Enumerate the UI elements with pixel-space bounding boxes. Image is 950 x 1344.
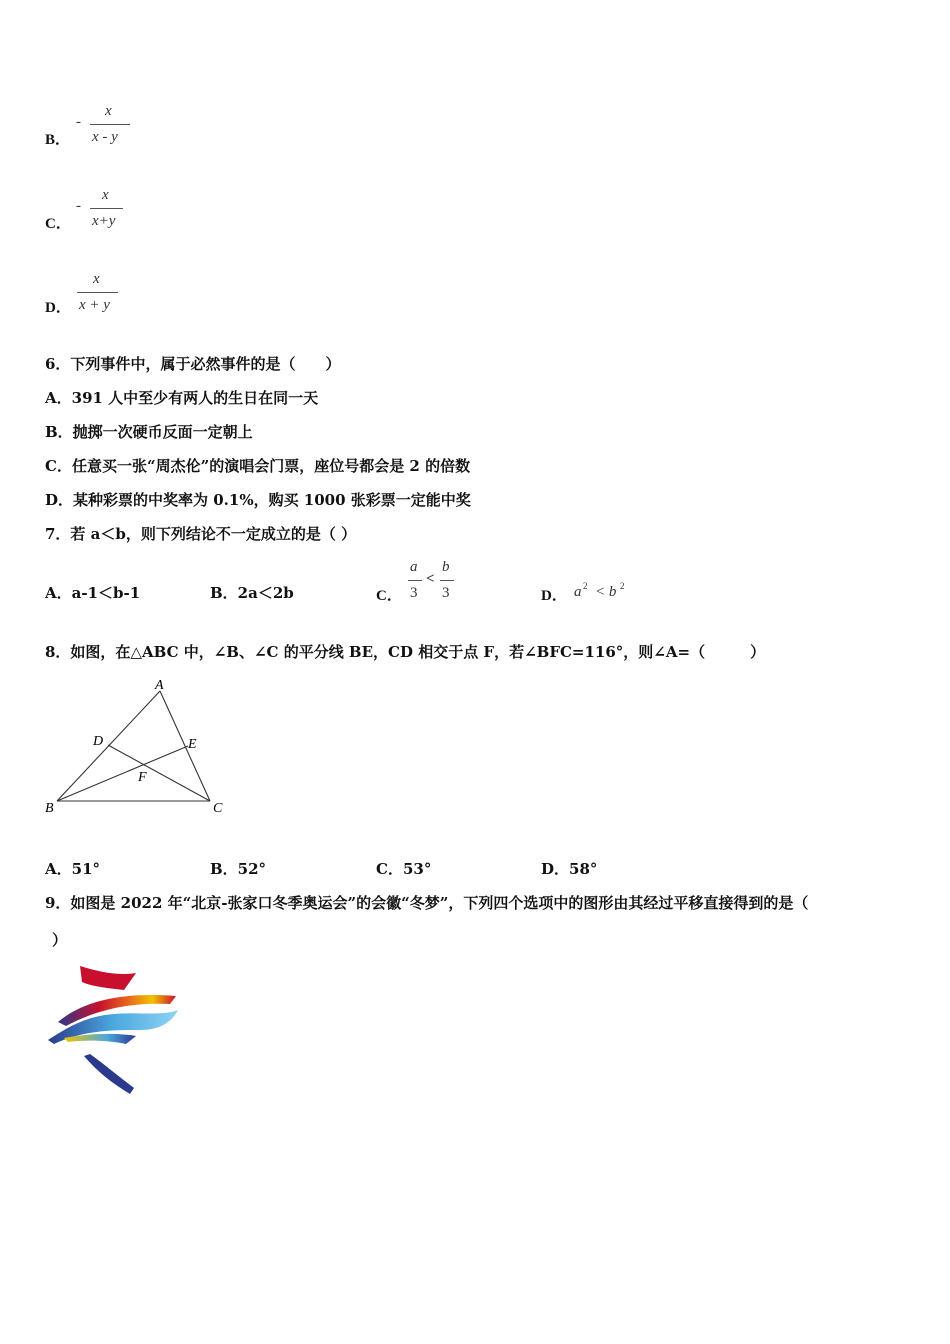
less-than-sign: < <box>426 571 435 587</box>
winter-olympics-emblem <box>44 960 184 1100</box>
numerator: x <box>102 187 109 203</box>
label-b: B <box>45 801 54 816</box>
minus-sign: - <box>76 114 81 130</box>
numerator: b <box>442 559 450 575</box>
emblem-blue-tail <box>84 1054 134 1094</box>
q6-option-b: B．抛掷一次硬币反面一定朝上 <box>45 423 253 441</box>
denominator: x - y <box>92 129 118 145</box>
q8-option-c: C．53° <box>376 860 432 878</box>
q7-stem: 7．若 a＜b，则下列结论不一定成立的是（ ） <box>45 525 357 543</box>
q7-option-a: A．a-1＜b-1 <box>45 584 141 602</box>
label-f: F <box>138 770 147 785</box>
q8-stem: 8．如图，在△ABC 中，∠B、∠C 的平分线 BE，CD 相交于点 F，若∠BFC=116°，则∠A=（ ） <box>45 643 766 661</box>
label-c: C <box>213 801 223 816</box>
q6-option-c: C．任意买一张“周杰伦”的演唱会门票，座位号都会是 2 的倍数 <box>45 457 471 475</box>
minus-sign: - <box>76 198 81 214</box>
emblem-red-stroke <box>80 966 136 990</box>
bisector-be <box>57 746 188 801</box>
numerator: a <box>410 559 418 575</box>
fraction-bar <box>90 208 123 209</box>
label-e: E <box>188 737 197 752</box>
exponent: 2 <box>620 581 625 591</box>
denominator: x+y <box>92 213 116 229</box>
option-label: C． <box>45 216 71 232</box>
fraction-bar <box>90 124 130 125</box>
option-label: B． <box>45 132 71 148</box>
q9-stem-end: ） <box>52 931 68 949</box>
q6-option-a: A．391 人中至少有两人的生日在同一天 <box>45 389 319 407</box>
triangle-figure <box>40 672 240 822</box>
q6-stem: 6．下列事件中，属于必然事件的是（ ） <box>45 355 341 373</box>
option-label: C． <box>376 588 402 604</box>
q7-option-b: B．2a＜2b <box>210 584 294 602</box>
denominator: 3 <box>442 585 450 601</box>
numerator: x <box>105 103 112 119</box>
label-d: D <box>93 734 104 749</box>
var-a: a <box>574 584 582 600</box>
label-a: A <box>155 678 164 693</box>
q9-stem: 9．如图是 2022 年“北京-张家口冬季奥运会”的会徽“冬梦”，下列四个选项中的图形由其经过平移直接得到的是（ <box>45 894 809 912</box>
option-label: D． <box>45 300 71 316</box>
fraction-bar <box>440 580 454 581</box>
fraction-bar <box>408 580 422 581</box>
denominator: x + y <box>79 297 110 313</box>
lt-b: < b <box>595 584 617 600</box>
exponent: 2 <box>583 581 588 591</box>
denominator: 3 <box>410 585 418 601</box>
side-ac <box>160 691 210 801</box>
fraction-bar <box>77 292 118 293</box>
q6-option-d: D．某种彩票的中奖率为 0.1%，购买 1000 张彩票一定能中奖 <box>45 491 471 509</box>
q8-option-d: D．58° <box>541 860 598 878</box>
q8-option-b: B．52° <box>210 860 267 878</box>
option-label: D． <box>541 588 567 604</box>
numerator: x <box>93 271 100 287</box>
q8-option-a: A．51° <box>45 860 101 878</box>
